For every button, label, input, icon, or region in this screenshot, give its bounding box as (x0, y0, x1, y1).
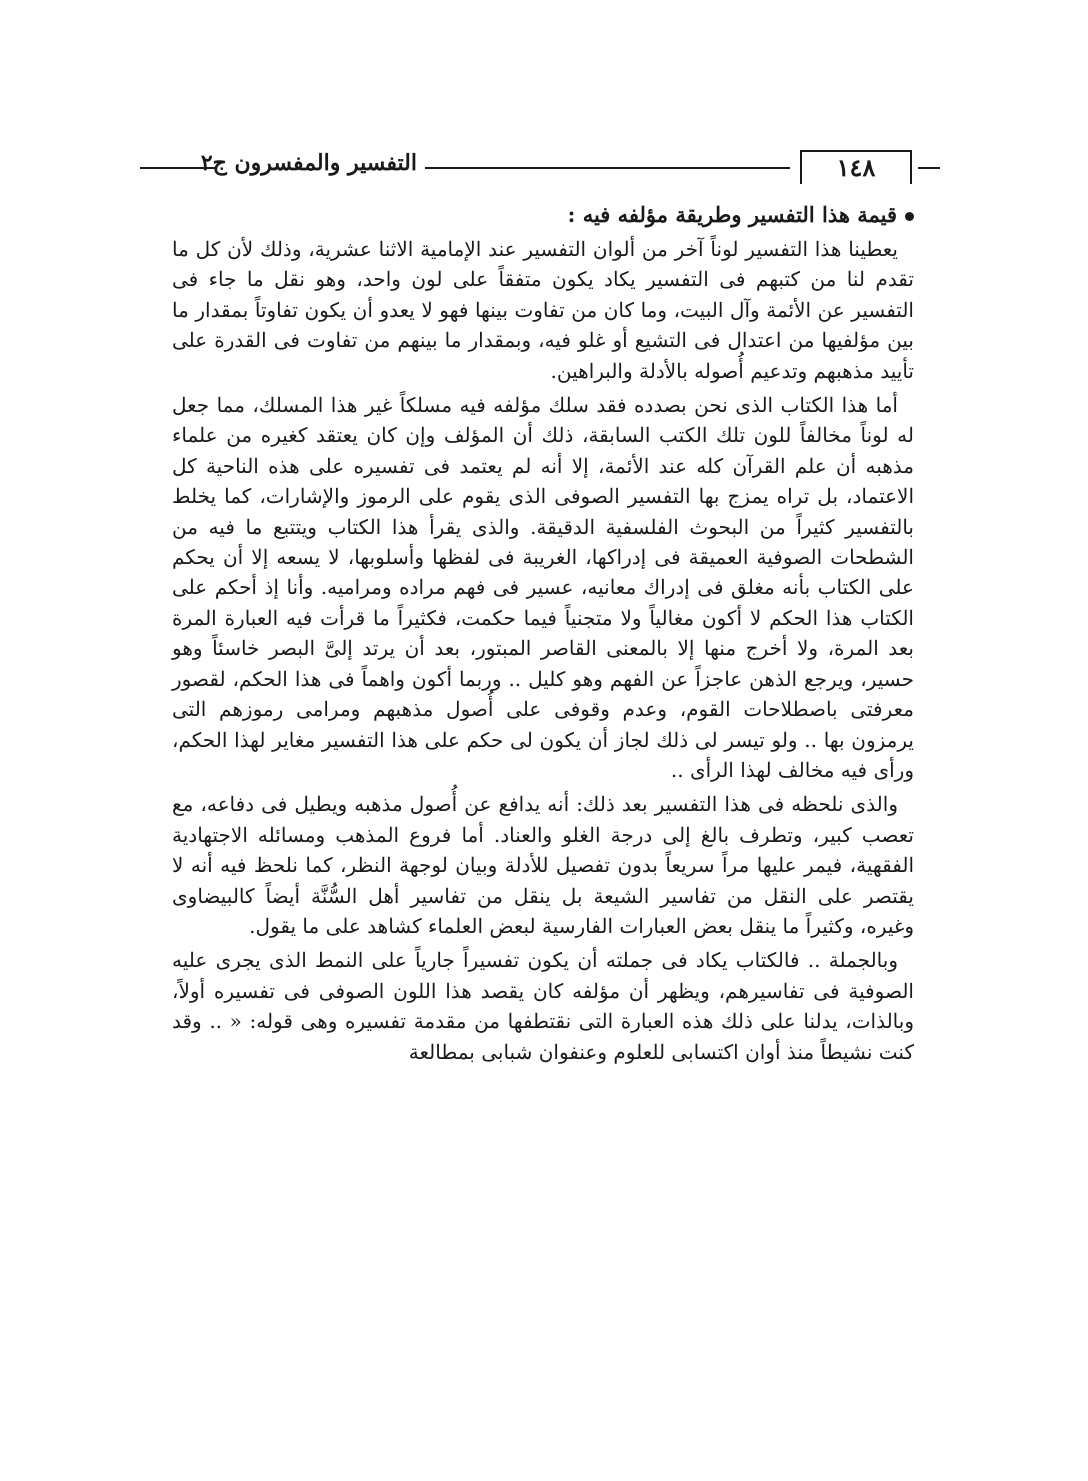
paragraph-1: يعطينا هذا التفسير لوناً آخر من ألوان التفسير عند الإمامية الاثنا عشرية، وذلك لأن كل ما تقدم لنا من كتبهم فى التفسير يكاد يكون متفقاً على لون واحد، وهو نقل ما جاء فى التفسير عن الأئمة وآل البيت، وما كان من تفاوت بينها فهو لا يعدو أن يكون تفاوتاً بمقدار ما بين مؤلفيها من اعتدال فى التشيع أو غلو فيه، وبمقدار ما بينهم من تفاوت فى القدرة على تأييد مذهبهم وتدعيم أُصوله بالأدلة والبراهين. (172, 237, 914, 383)
paragraph-4: وبالجملة .. فالكتاب يكاد فى جملته أن يكون تفسيراً جارياً على النمط الذى يجرى عليه الصوفية فى تفاسيرهم، ويظهر أن مؤلفه كان يقصد هذا اللون الصوفى فى تفسيره أولاً، وبالذات، يدلنا على ذلك هذه العبارة التى نقتطفها من مقدمة تفسيره وهى قوله: « .. وقد كنت نشيطاً منذ أوان اكتسابى للعلوم وعنفوان شبابى بمطالعة (172, 948, 914, 1064)
running-title: التفسير والمفسرون ج٢ (200, 150, 417, 176)
section-heading (172, 198, 914, 232)
paragraph-2: أما هذا الكتاب الذى نحن بصدده فقد سلك مؤلفه فيه مسلكاً غير هذا المسلك، مما جعل له لوناً مخالفاً للون تلك الكتب السابقة، ذلك أن المؤلف وإن كان يعتقد كغيره من علماء مذهبه أن علم القرآن كله عند الأئمة، إلا أنه لم يعتمد فى تفسيره على هذه الناحية كل الاعتماد، بل تراه يمزج بها التفسير الصوفى الذى يقوم على الرموز والإشارات، كما يخلط بالتفسير كثيراً من البحوث الفلسفية الدقيقة. والذى يقرأ هذا الكتاب ويتتبع ما فيه من الشطحات الصوفية العميقة فى إدراكها، الغريبة فى لفظها وأسلوبها، لا يسعه إلا أن يحكم على الكتاب بأنه مغلق فى إدراك معانيه، عسير فى فهم مراده ومراميه. وأنا إذ أحكم على الكتاب هذا الحكم لا أكون مغالياً ولا متجنياً فيما حكمت، فكثيراً ما قرأت فيه العبارة المرة بعد المرة، ولا أخرج منها إلا بالمعنى القاصر المبتور، بعد أن يرتد إلىَّ البصر خاسئاً وهو حسير، ويرجع الذهن عاجزاً عن الفهم وهو كليل .. وربما أكون واهماً فى هذا الحكم، لقصور معرفتى باصطلاحات القوم، وعدم وقوفى على أُصول مذهبهم ومرامى رموزهم التى يرمزون بها .. ولو تيسر لى ذلك لجاز أن يكون لى حكم على هذا التفسير مغاير لهذا الحكم، ورأى فيه مخالف لهذا الرأى .. (172, 393, 914, 782)
header-rule-middle (425, 167, 790, 169)
page-number: ١٤٨ (800, 150, 912, 184)
section-heading-text: قيمة هذا التفسير وطريقة مؤلفه فيه : (567, 202, 897, 227)
body-text (172, 198, 914, 1067)
paragraph-3: والذى نلحظه فى هذا التفسير بعد ذلك: أنه يدافع عن أُصول مذهبه ويطيل فى دفاعه، مع تعصب كبير، وتطرف بالغ إلى درجة الغلو والعناد. أما فروع المذهب ومسائله الاجتهادية الفقهية، فيمر عليها مراً سريعاً بدون تفصيل للأدلة وبيان لوجهة النظر، كما نلحظ فيه أنه لا يقتصر على النقل من تفاسير الشيعة بل ينقل من تفاسير أهل السُّنَّة أيضاً كالبيضاوى وغيره، وكثيراً ما ينقل بعض العبارات الفارسية لبعض العلماء كشاهد على ما يقول. (172, 792, 914, 938)
header-rule-right (918, 167, 940, 169)
running-header (140, 150, 940, 190)
bullet-icon (905, 212, 914, 221)
